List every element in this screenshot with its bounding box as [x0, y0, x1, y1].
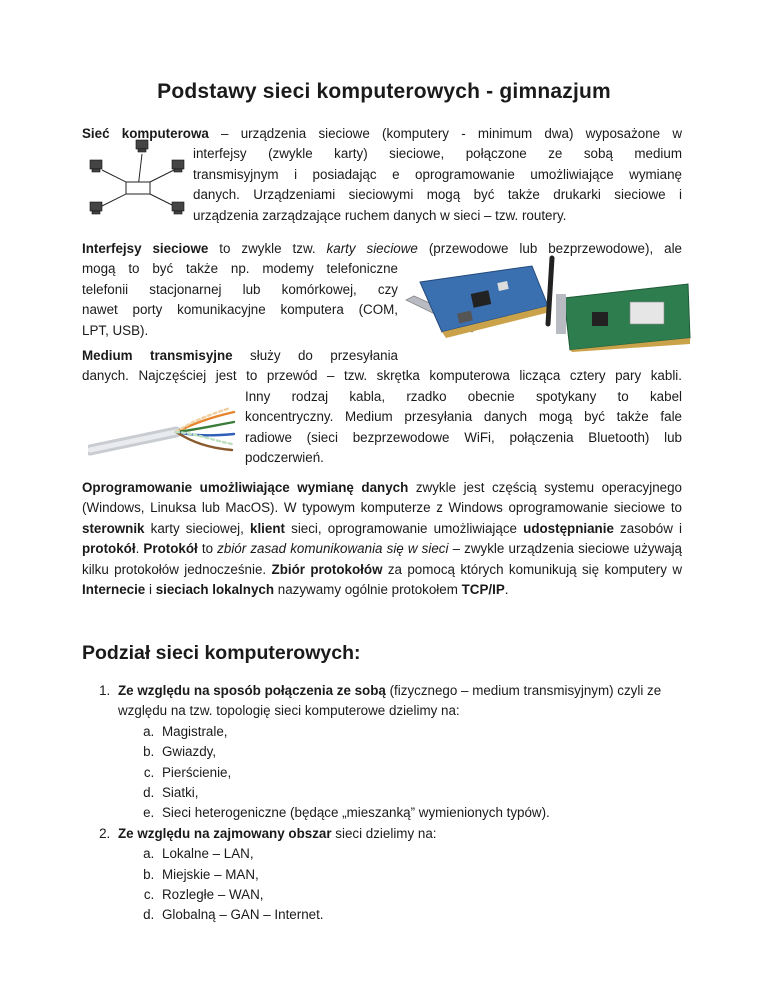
wireless-card-image [540, 254, 692, 352]
term-computer-network: Sieć komputerowa [82, 126, 209, 141]
network-card-image [402, 262, 552, 342]
paragraph-network-software: Oprogramowanie umożliwiające wymianę danych zwykle jest częścią systemu operacyjnego (Windows, Linuksa lub MacOS). W typowym komputerze z Windows oprogramowanie sieciowe to sterownik karty sieciowej, klient sieci, oprogramowanie umożliwiające udostępnianie zasobów i protokół. Protokół to zbiór zasad komunikowania się w sieci – zwykle urządzenia sieciowe używają kilku protokołów jednocześnie. Zbiór protokołów za pomocą których komunikują się komputery w Internecie i sieciach lokalnych nazywamy ogólnie protokołem TCP/IP. [82, 480, 683, 598]
list-item: b. Miejskie – MAN, [158, 865, 714, 885]
term-transmission-medium: Medium transmisyjne [82, 348, 233, 363]
list-item: d. Globalną – GAN – Internet. [158, 905, 714, 925]
paragraph-transmission-medium: Medium transmisyjne służy do przesyłania danych. Najczęściej jest to przewód – tzw. skrętka komputerowa licząca cztery pary kabli. Inny rodzaj kabla, rzadko obecnie spotykany to kabel koncentryczny. Medium przesyłania danych mogą być także fale radiowe (sieci bezprzewodowe WiFi, połączenia Bluetooth) lub podczerwień. [82, 348, 682, 466]
list-item: a. Magistrale, [158, 722, 714, 742]
topology-sublist [118, 722, 714, 824]
list-item: a. Lokalne – LAN, [158, 844, 714, 864]
list-item: c. Rozległe – WAN, [158, 885, 714, 905]
list-item: d. Siatki, [158, 783, 714, 803]
list-item: 1. Ze względu na sposób połączenia ze sobą (fizycznego – medium transmisyjnym) czyli ze względu na tzw. topologię sieci komputerowe dzielimy na: a. Magistrale, b. Gwiazdy, c. Pierścienie, d. Siatki, e. Sieci heterogeniczne (będące „mieszanką” wymienionych typów). [114, 681, 714, 824]
paragraph-network-definition: Sieć komputerowa – urządzenia sieciowe (komputery - minimum dwa) wyposażone w interfejsy (zwykle karty) sieciowe, połączone ze sobą medium transmisyjnym i posiadając e oprogramowanie umożliwiające wymianę danych. Urządzeniami sieciowymi mogą być także drukarki sieciowe i urządzenia zarządzające ruchem danych w sieci – tzw. routery. [82, 126, 682, 223]
term-network-interfaces: Interfejsy sieciowe [82, 241, 209, 256]
list-item: c. Pierścienie, [158, 763, 714, 783]
list-item: b. Gwiazdy, [158, 742, 714, 762]
paragraph-network-interfaces: Interfejsy sieciowe to zwykle tzw. karty sieciowe (przewodowe lub bezprzewodowe), ale mogą to być także np. modemy telefoniczne telefonii stacjonarnej lub komórkowej, czy nawet porty komunikacyjne komputera (COM, LPT, USB). [82, 241, 682, 338]
list-item: 2. Ze względu na zajmowany obszar sieci dzielimy na: a. Lokalne – LAN, b. Miejskie – MAN, c. Rozległe – WAN, d. Globalną – GAN – Internet. [114, 824, 714, 926]
area-sublist [118, 844, 714, 926]
twisted-pair-cable-image [88, 404, 238, 460]
list-item: e. Sieci heterogeniczne (będące „mieszanką” wymienionych typów). [158, 803, 714, 823]
section-title: Podział sieci komputerowych: [82, 642, 361, 664]
page-title: Podstawy sieci komputerowych - gimnazjum [157, 80, 611, 103]
classification-list [82, 681, 714, 926]
